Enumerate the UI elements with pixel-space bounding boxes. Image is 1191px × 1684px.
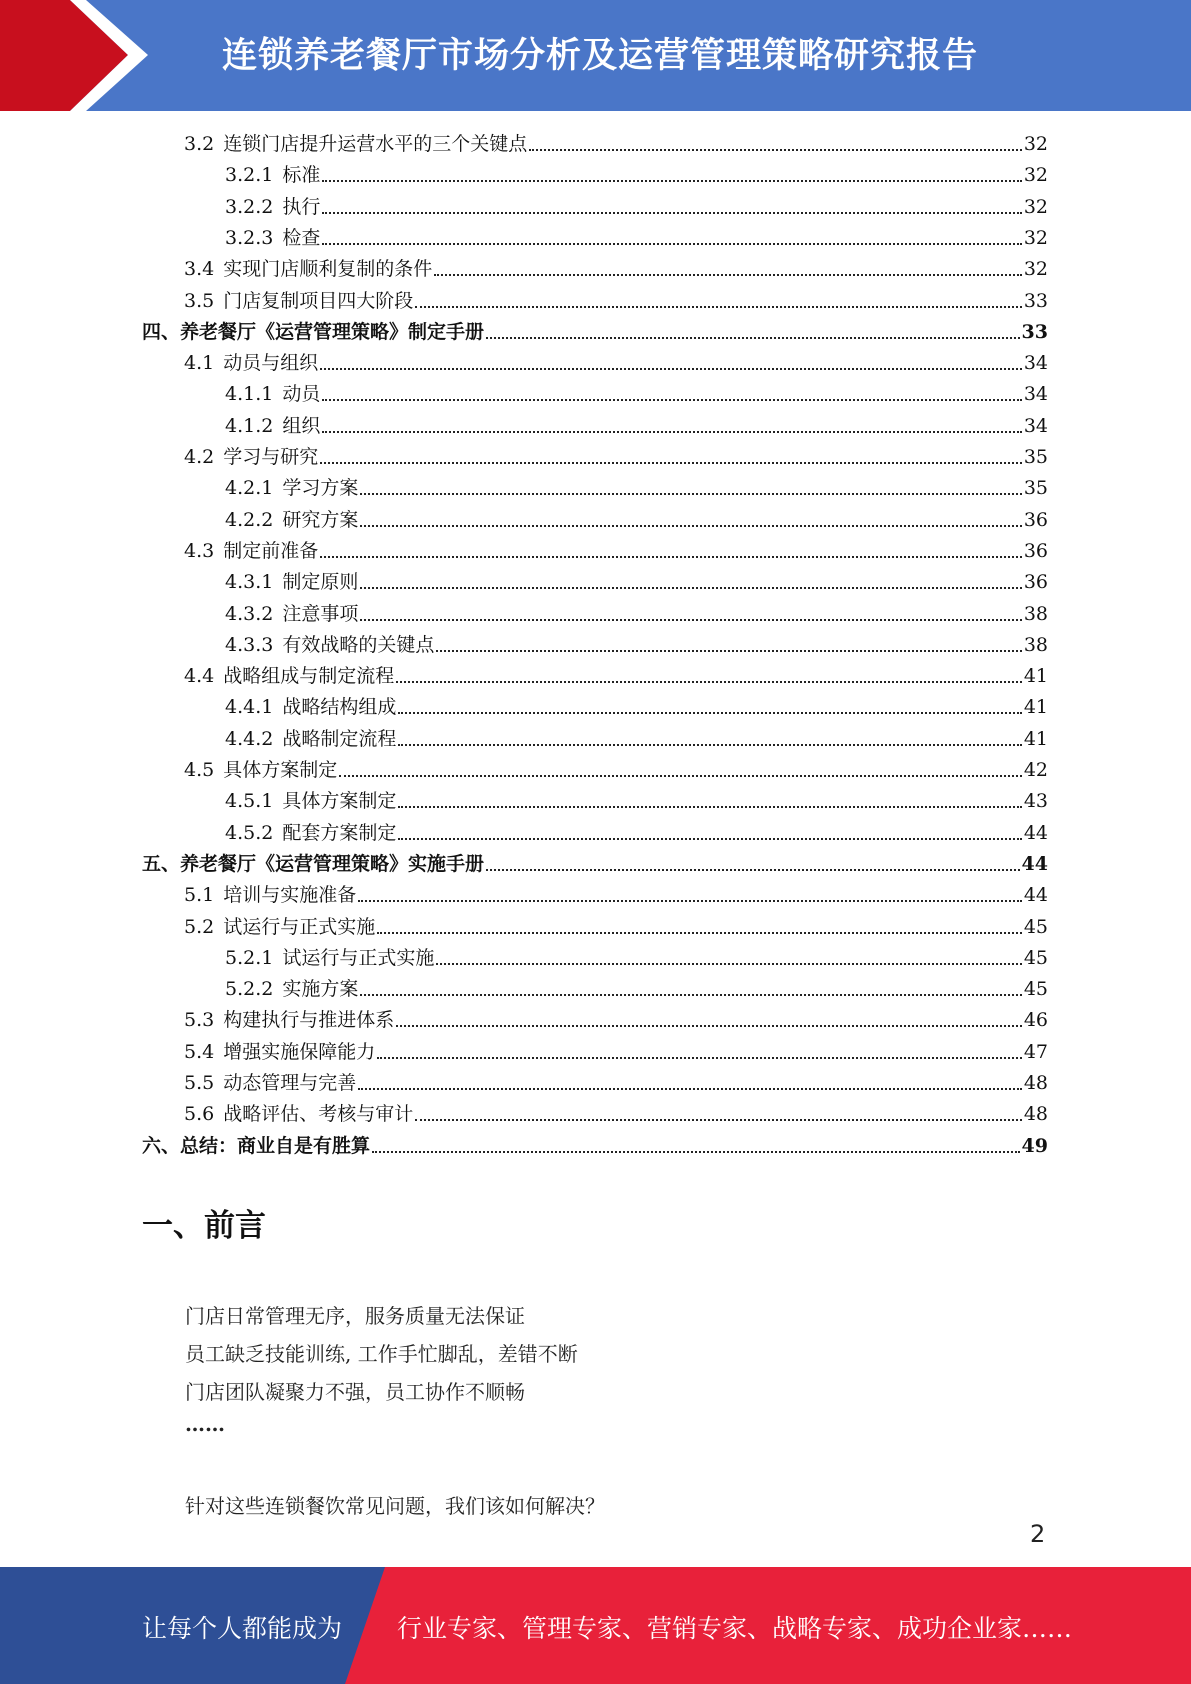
toc-entry-page: 47	[1023, 1040, 1048, 1063]
toc-dot-leader	[339, 774, 1022, 777]
toc-entry-title: 具体方案制定	[223, 759, 338, 781]
toc-entry-page: 41	[1023, 696, 1048, 719]
toc-entry-title: 具体方案制定	[282, 790, 397, 813]
toc-entry[interactable]	[184, 127, 1048, 158]
toc-entry-number: 4.2	[184, 446, 215, 468]
toc-entry[interactable]	[184, 659, 1048, 690]
toc-dot-leader	[377, 931, 1022, 934]
toc-entry-number: 5.5	[184, 1072, 215, 1094]
toc-entry[interactable]	[225, 784, 1048, 815]
toc-entry-page: 46	[1023, 1009, 1048, 1032]
toc-dot-leader	[360, 618, 1021, 621]
toc-entry-number: 4.3.2	[225, 602, 274, 625]
toc-entry-title: 试运行与正式实施	[223, 915, 376, 938]
toc-entry[interactable]	[225, 221, 1048, 252]
toc-entry-number: 4.2.1	[225, 477, 274, 500]
toc-entry-page: 36	[1023, 508, 1048, 531]
toc-entry-title: 五、养老餐厅《运营管理策略》实施手册	[142, 852, 485, 875]
toc-chapter-entry[interactable]	[142, 847, 1048, 878]
toc-entry[interactable]	[225, 816, 1048, 847]
toc-entry-number: 4.5.1	[225, 790, 274, 813]
toc-dot-leader	[398, 805, 1021, 808]
toc-entry-page: 42	[1023, 759, 1048, 781]
toc-entry[interactable]	[225, 190, 1048, 221]
toc-entry[interactable]	[184, 1097, 1048, 1128]
toc-entry[interactable]	[184, 878, 1048, 909]
toc-entry-page: 45	[1023, 946, 1048, 969]
toc-dot-leader	[398, 837, 1021, 840]
toc-entry-page: 32	[1023, 164, 1048, 187]
toc-dot-leader	[322, 242, 1021, 245]
toc-chapter-entry[interactable]	[142, 315, 1048, 346]
toc-entry-number: 3.2.3	[225, 226, 274, 249]
toc-entry[interactable]	[225, 565, 1048, 596]
toc-entry-title: 制定前准备	[223, 539, 319, 562]
toc-entry-page: 32	[1023, 226, 1048, 249]
toc-entry[interactable]	[184, 534, 1048, 565]
toc-entry-number: 4.2.2	[225, 508, 274, 531]
toc-entry-page: 44	[1023, 821, 1048, 844]
toc-entry-title: 学习与研究	[223, 446, 319, 468]
toc-dot-leader	[320, 555, 1022, 558]
toc-entry-page: 41	[1023, 727, 1048, 750]
toc-dot-leader	[396, 680, 1022, 683]
toc-dot-leader	[322, 398, 1021, 401]
toc-dot-leader	[486, 868, 1020, 871]
toc-entry-number: 3.2.2	[225, 195, 274, 218]
toc-entry-number: 5.2.2	[225, 978, 274, 1001]
toc-entry-page: 33	[1021, 320, 1048, 343]
toc-entry-page: 36	[1023, 571, 1048, 594]
toc-entry-number: 3.5	[184, 289, 215, 312]
toc-entry-number: 4.1	[184, 352, 215, 375]
toc-entry-page: 35	[1023, 477, 1048, 500]
toc-entry-title: 组织	[282, 414, 321, 437]
toc-entry-page: 44	[1023, 884, 1048, 907]
toc-entry-page: 43	[1023, 790, 1048, 813]
toc-entry[interactable]	[184, 1066, 1048, 1097]
section-heading-preface: 一、前言	[142, 1208, 266, 1244]
toc-entry-number: 4.3.1	[225, 571, 274, 594]
toc-entry-page: 44	[1021, 852, 1048, 875]
toc-entry-title: 培训与实施准备	[223, 884, 357, 907]
toc-entry-page: 32	[1023, 133, 1048, 155]
toc-entry-page: 34	[1023, 352, 1048, 375]
page-number: 2	[1030, 1520, 1046, 1548]
toc-dot-leader	[320, 367, 1022, 370]
toc-entry-page: 38	[1023, 633, 1048, 656]
toc-entry-title: 学习方案	[282, 477, 359, 500]
toc-entry[interactable]	[184, 252, 1048, 283]
toc-entry-page: 34	[1023, 414, 1048, 437]
toc-entry-title: 动员与组织	[223, 352, 319, 375]
body-line-2: 员工缺乏技能训练, 工作手忙脚乱，差错不断	[185, 1342, 578, 1366]
toc-dot-leader	[360, 492, 1021, 495]
toc-dot-leader	[322, 179, 1021, 182]
toc-entry-title: 战略组成与制定流程	[223, 665, 395, 688]
toc-entry[interactable]	[184, 1003, 1048, 1034]
toc-entry[interactable]	[225, 722, 1048, 753]
toc-dot-leader	[372, 1150, 1020, 1153]
toc-dot-leader	[377, 1056, 1022, 1059]
footer-slogan-right: 行业专家、管理专家、营销专家、战略专家、成功企业家……	[397, 1614, 1073, 1643]
toc-entry-title: 研究方案	[282, 508, 359, 531]
toc-entry-title: 战略结构组成	[282, 696, 397, 719]
toc-dot-leader	[322, 430, 1021, 433]
toc-entry-page: 48	[1023, 1103, 1048, 1126]
toc-dot-leader	[398, 743, 1021, 746]
toc-entry-page: 49	[1021, 1134, 1048, 1157]
toc-dot-leader	[486, 336, 1020, 339]
toc-dot-leader	[320, 461, 1022, 464]
toc-entry-number: 5.3	[184, 1009, 215, 1032]
toc-entry-page: 34	[1023, 383, 1048, 406]
toc-entry-page: 48	[1023, 1072, 1048, 1094]
toc-entry[interactable]	[184, 1035, 1048, 1066]
toc-entry-number: 3.2	[184, 133, 215, 155]
toc-entry[interactable]	[225, 597, 1048, 628]
toc-entry-number: 5.2	[184, 915, 215, 938]
header-banner	[0, 0, 1191, 111]
toc-dot-leader	[529, 148, 1022, 151]
toc-dot-leader	[396, 1024, 1022, 1027]
toc-chapter-entry[interactable]	[142, 1129, 1048, 1160]
toc-entry-page: 32	[1023, 195, 1048, 218]
toc-entry[interactable]	[184, 753, 1048, 784]
toc-entry[interactable]	[184, 346, 1048, 377]
toc-entry-number: 4.4	[184, 665, 215, 688]
body-ellipsis: ……	[185, 1412, 225, 1436]
toc-entry-number: 3.2.1	[225, 164, 274, 187]
toc-entry-page: 33	[1023, 289, 1048, 312]
toc-entry-title: 动态管理与完善	[223, 1072, 357, 1094]
toc-entry-number: 5.4	[184, 1040, 215, 1063]
toc-entry-number: 5.6	[184, 1103, 215, 1126]
toc-entry-title: 动员	[282, 383, 321, 406]
toc-entry-title: 连锁门店提升运营水平的三个关键点	[223, 133, 528, 155]
toc-entry[interactable]	[225, 409, 1048, 440]
toc-entry[interactable]	[225, 941, 1048, 972]
toc-entry-number: 4.5	[184, 759, 215, 781]
toc-dot-leader	[415, 1118, 1022, 1121]
toc-entry[interactable]	[184, 910, 1048, 941]
toc-entry[interactable]	[225, 972, 1048, 1003]
toc-entry-title: 门店复制项目四大阶段	[223, 289, 414, 312]
toc-entry-page: 35	[1023, 446, 1048, 468]
toc-entry[interactable]	[225, 690, 1048, 721]
toc-entry-title: 实施方案	[282, 978, 359, 1001]
toc-entry-number: 4.3	[184, 539, 215, 562]
toc-entry-title: 检查	[282, 226, 321, 249]
toc-entry-title: 战略评估、考核与审计	[223, 1103, 414, 1126]
toc-dot-leader	[398, 711, 1021, 714]
toc-dot-leader	[360, 524, 1021, 527]
toc-entry-number: 4.4.1	[225, 696, 274, 719]
toc-entry-number: 4.1.1	[225, 383, 274, 406]
toc-entry[interactable]	[225, 158, 1048, 189]
toc-dot-leader	[360, 993, 1021, 996]
toc-entry-page: 45	[1023, 915, 1048, 938]
toc-dot-leader	[415, 305, 1022, 308]
toc-entry-page: 38	[1023, 602, 1048, 625]
toc-entry-title: 配套方案制定	[282, 821, 397, 844]
toc-entry-number: 4.3.3	[225, 633, 274, 656]
body-question: 针对这些连锁餐饮常见问题，我们该如何解决？	[185, 1494, 605, 1518]
toc-entry-title: 执行	[282, 195, 321, 218]
toc-entry-title: 增强实施保障能力	[223, 1040, 376, 1063]
toc-entry[interactable]	[225, 503, 1048, 534]
toc-entry-number: 5.2.1	[225, 946, 274, 969]
toc-entry-number: 4.1.2	[225, 414, 274, 437]
toc-entry-page: 36	[1023, 539, 1048, 562]
footer-banner	[0, 1567, 1191, 1684]
toc-entry[interactable]	[184, 440, 1048, 471]
toc-entry-number: 3.4	[184, 258, 215, 281]
toc-entry-title: 构建执行与推进体系	[223, 1009, 395, 1032]
toc-entry[interactable]	[225, 471, 1048, 502]
report-title: 连锁养老餐厅市场分析及运营管理策略研究报告	[222, 36, 979, 76]
header-arrow-decoration	[0, 0, 160, 111]
toc-dot-leader	[436, 649, 1021, 652]
toc-entry-title: 实现门店顺利复制的条件	[223, 258, 433, 281]
toc-entry[interactable]	[225, 377, 1048, 408]
toc-dot-leader	[360, 586, 1021, 589]
body-line-1: 门店日常管理无序，服务质量无法保证	[185, 1304, 525, 1328]
toc-dot-leader	[434, 273, 1022, 276]
toc-entry-title: 六、总结：商业自是有胜算	[142, 1134, 371, 1157]
toc-entry-title: 战略制定流程	[282, 727, 397, 750]
toc-entry-number: 5.1	[184, 884, 215, 907]
toc-entry-page: 45	[1023, 978, 1048, 1001]
toc-entry-number: 4.5.2	[225, 821, 274, 844]
toc-entry-title: 四、养老餐厅《运营管理策略》制定手册	[142, 320, 485, 343]
toc-entry-title: 有效战略的关键点	[282, 633, 435, 656]
toc-entry[interactable]	[225, 628, 1048, 659]
toc-entry-title: 注意事项	[282, 602, 359, 625]
toc-entry-title: 试运行与正式实施	[282, 946, 435, 969]
toc-dot-leader	[358, 899, 1022, 902]
toc-dot-leader	[322, 211, 1021, 214]
toc-dot-leader	[358, 1087, 1022, 1090]
toc-dot-leader	[436, 962, 1021, 965]
toc-entry-page: 32	[1023, 258, 1048, 281]
body-line-3: 门店团队凝聚力不强，员工协作不顺畅	[185, 1380, 525, 1404]
toc-entry-number: 4.4.2	[225, 727, 274, 750]
toc-entry-page: 41	[1023, 665, 1048, 688]
toc-entry[interactable]	[184, 284, 1048, 315]
toc-entry-title: 制定原则	[282, 571, 359, 594]
footer-slogan-left: 让每个人都能成为	[142, 1614, 343, 1643]
toc-entry-title: 标准	[282, 164, 321, 187]
